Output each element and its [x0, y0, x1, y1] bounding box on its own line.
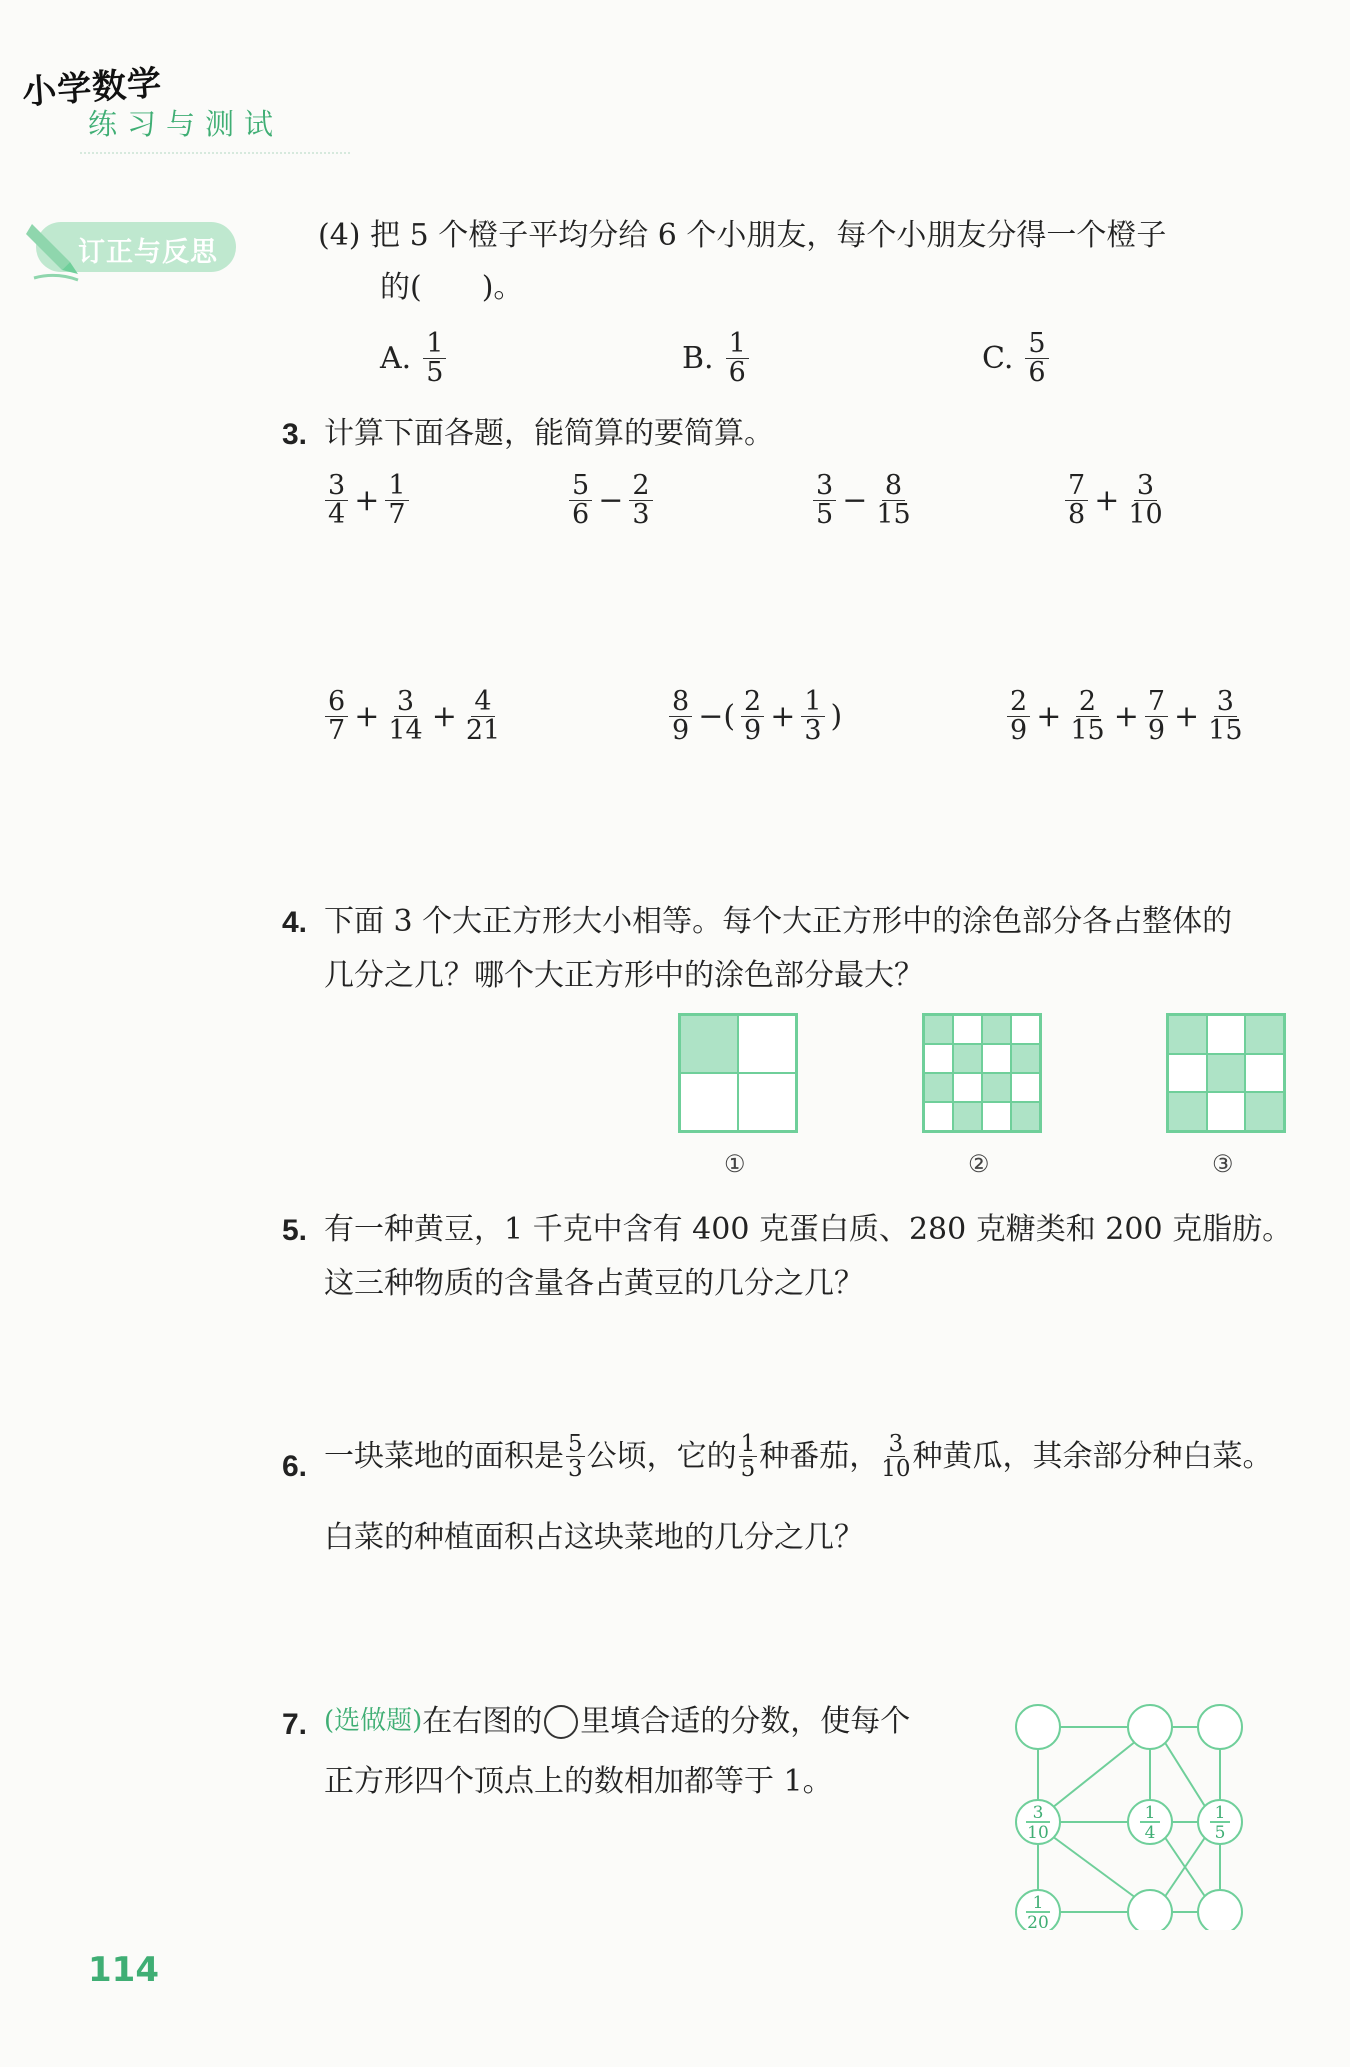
- q3-number: 3.: [282, 418, 308, 451]
- q6-line1: 一块菜地的面积是 5 3 公顷，它的 1 5 种番茄， 3 10 种黄瓜，其余部分种白菜。: [324, 1431, 1273, 1483]
- option-a-label: A.: [380, 341, 412, 377]
- square-3: [1166, 1013, 1286, 1133]
- option-a: [380, 330, 449, 388]
- q7-line1: (选做题) 在右图的 里填合适的分数，使每个: [324, 1704, 911, 1739]
- q4-line1: 下面 3 个大正方形大小相等。每个大正方形中的涂色部分各占整体的: [324, 904, 1233, 939]
- q7-line2: 正方形四个顶点上的数相加都等于 1。: [324, 1764, 833, 1799]
- q2-4-line2: 的( )。: [380, 270, 524, 305]
- q4-number: 4.: [282, 906, 308, 939]
- q6-line2: 白菜的种植面积占这块菜地的几分之几？: [324, 1520, 864, 1555]
- optional-tag: (选做题): [324, 1706, 423, 1737]
- q2-4-line1: (4) 把 5 个橙子平均分给 6 个小朋友，每个小朋友分得一个橙子: [318, 218, 1167, 253]
- given-mid-center-num: 1: [1144, 1803, 1156, 1823]
- book-subtitle: 练习与测试: [88, 107, 284, 141]
- given-mid-right-num: 1: [1214, 1803, 1226, 1823]
- option-b: [682, 330, 752, 388]
- page-number: 114: [88, 1950, 159, 1990]
- option-c: [982, 330, 1052, 388]
- q7-number: 7.: [282, 1708, 308, 1741]
- square-1-label: ①: [724, 1150, 746, 1178]
- option-b-fraction: 1 6: [726, 330, 749, 388]
- header-divider: [80, 152, 350, 154]
- q3-expr-1: 3 4 + $\frac{1}{7}$: [322, 472, 412, 530]
- q6-number: 6.: [282, 1450, 308, 1483]
- book-title: 小学数学: [21, 63, 164, 113]
- given-mid-right-den: 5: [1214, 1823, 1226, 1843]
- square-3-label: ③: [1212, 1150, 1234, 1178]
- square-1: [678, 1013, 798, 1133]
- option-c-label: C.: [982, 341, 1014, 377]
- circle-icon: [544, 1705, 578, 1739]
- given-mid-center-den: 4: [1144, 1823, 1156, 1843]
- pencil-icon: [26, 214, 86, 288]
- q5-line1: 有一种黄豆，1 千克中含有 400 克蛋白质、280 克糖类和 200 克脂肪。: [324, 1212, 1293, 1247]
- q4-line2: 几分之几？哪个大正方形中的涂色部分最大？: [324, 958, 924, 993]
- q3-expr-4: 7 8 + $\frac{3}{10}$: [1062, 472, 1169, 530]
- given-mid-left-den: 10: [1027, 1823, 1049, 1843]
- given-mid-left-num: 3: [1032, 1803, 1044, 1823]
- correction-badge-label: 订正与反思: [78, 237, 218, 268]
- option-a-fraction: 1 5: [423, 330, 446, 388]
- given-bottom-left-num: 1: [1032, 1893, 1044, 1913]
- given-bottom-left-den: 20: [1027, 1913, 1049, 1930]
- q3-expr-3: 3 5 − $\frac{8}{15}$: [810, 472, 917, 530]
- q3-expr-2: 5 6 − $\frac{2}{3}$: [566, 472, 656, 530]
- square-2: [922, 1013, 1042, 1133]
- q3-expr-7: 2 9 + $\frac{2}{15}$ + $\frac{7}{9}$ + $\frac{3}{15}$: [1004, 688, 1249, 746]
- square-2-label: ②: [968, 1150, 990, 1178]
- option-c-fraction: 5 6: [1025, 330, 1048, 388]
- q3-text: 计算下面各题，能简算的要简算。: [324, 416, 774, 451]
- option-b-label: B.: [682, 341, 714, 377]
- q5-line2: 这三种物质的含量各占黄豆的几分之几？: [324, 1266, 864, 1301]
- q5-number: 5.: [282, 1214, 308, 1247]
- q3-expr-5: 6 7 + $\frac{3}{14}$ + $\frac{4}{21}$: [322, 688, 506, 746]
- q3-expr-6: 8 9 −( 2 9 + $\frac{1}{3}$ ): [666, 688, 845, 746]
- square-network-diagram: [1010, 1700, 1260, 1930]
